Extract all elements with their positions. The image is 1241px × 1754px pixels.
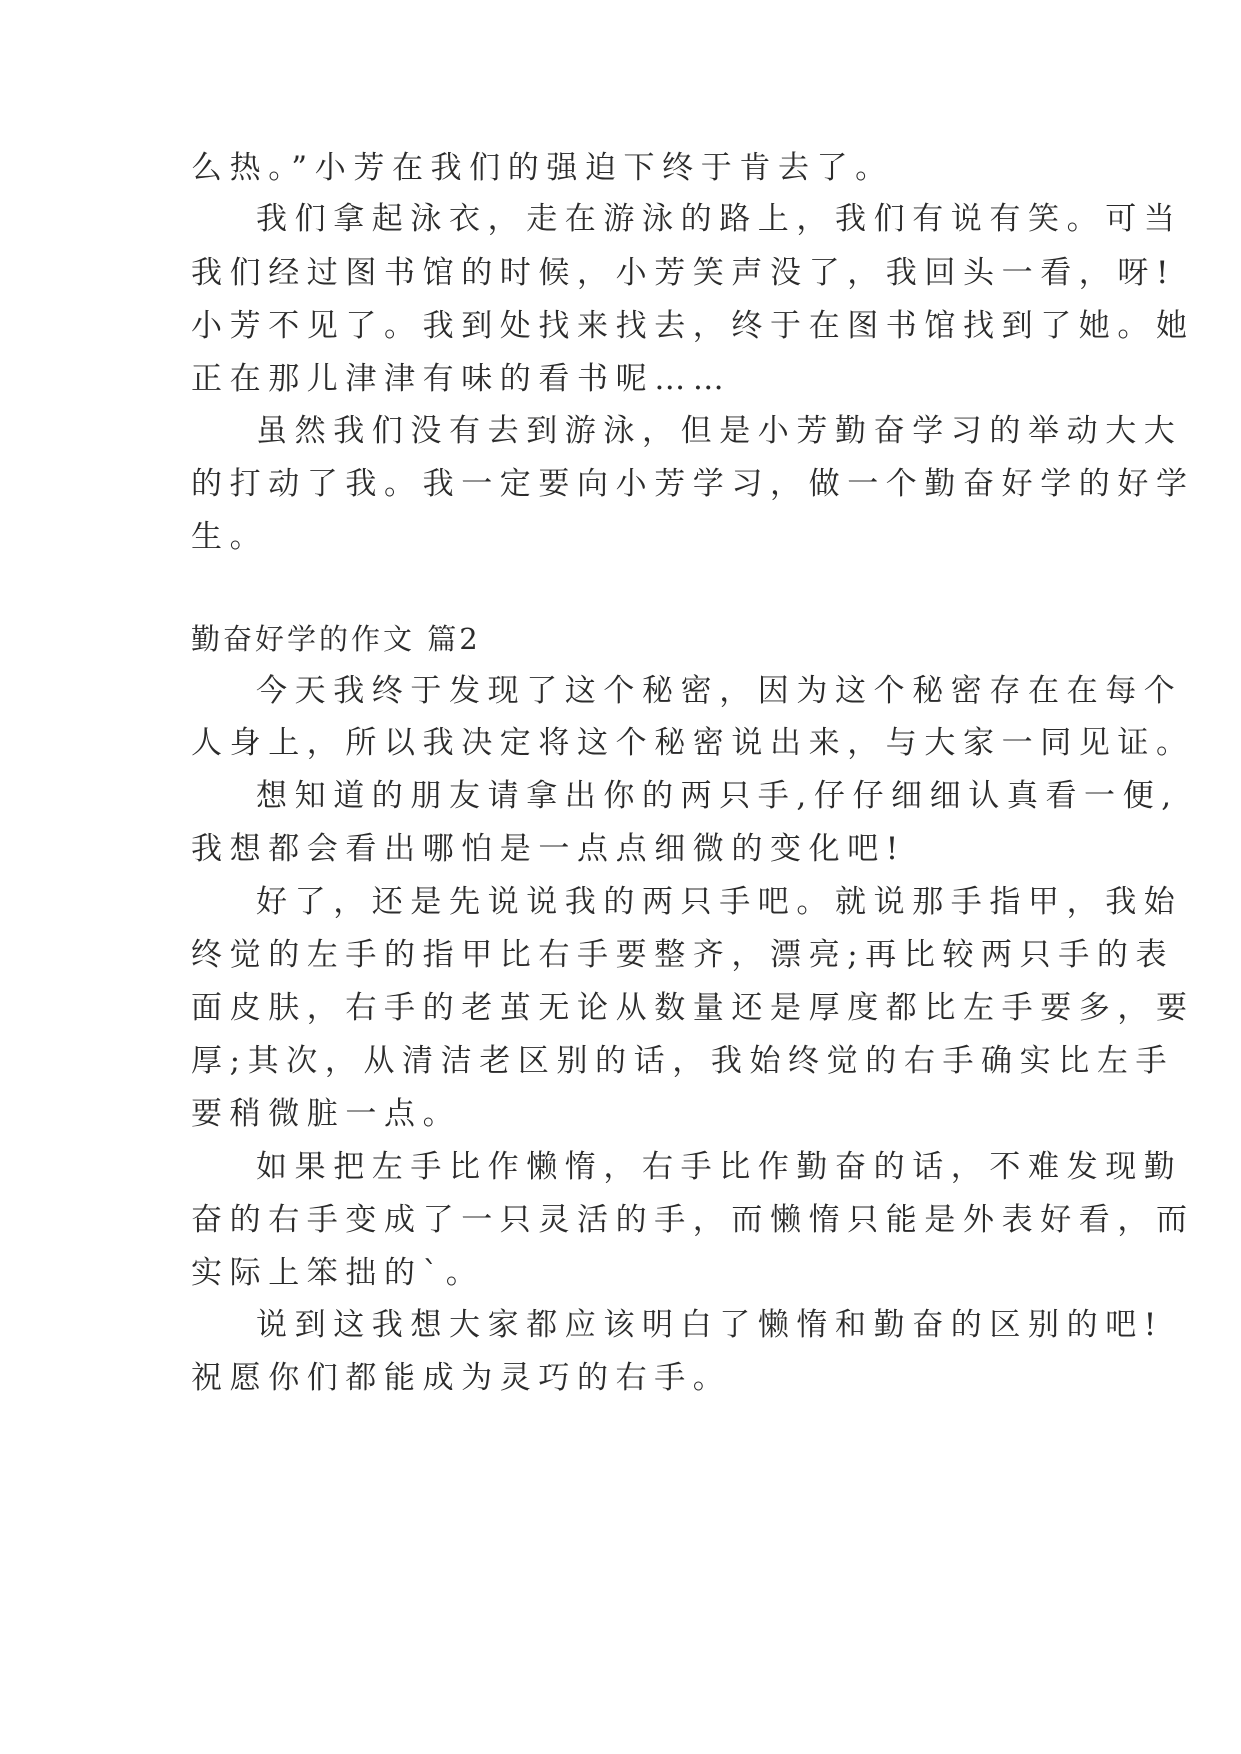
section-heading: 勤奋好学的作文 篇2 <box>191 622 481 656</box>
paragraph-line: 今天我终于发现了这个秘密，因为这个秘密存在在每个 <box>256 673 1183 709</box>
paragraph-line: 祝愿你们都能成为灵巧的右手。 <box>191 1360 732 1396</box>
paragraph-line: 终觉的左手的指甲比右手要整齐，漂亮;再比较两只手的表 <box>191 937 1175 973</box>
paragraph-line: 如果把左手比作懒惰，右手比作勤奋的话，不难发现勤 <box>256 1149 1183 1185</box>
paragraph-line: 面皮肤，右手的老茧无论从数量还是厚度都比左手要多，要 <box>191 990 1195 1026</box>
paragraph-line: 人身上，所以我决定将这个秘密说出来，与大家一同见证。 <box>191 725 1195 761</box>
paragraph-line: 想知道的朋友请拿出你的两只手,仔仔细细认真看一便, <box>256 778 1179 814</box>
paragraph-line: 我们拿起泳衣，走在游泳的路上，我们有说有笑。可当 <box>256 201 1183 237</box>
paragraph-line: 要稍微脏一点。 <box>191 1096 462 1132</box>
paragraph-line: 么热。”小芳在我们的强迫下终于肯去了。 <box>191 150 894 186</box>
paragraph-line: 虽然我们没有去到游泳，但是小芳勤奋学习的举动大大 <box>256 413 1183 449</box>
paragraph-line: 生。 <box>191 519 269 555</box>
paragraph-line: 我们经过图书馆的时候，小芳笑声没了，我回头一看，呀! <box>191 255 1177 291</box>
paragraph-line: 实际上笨拙的`。 <box>191 1255 485 1291</box>
paragraph-line: 好了，还是先说说我的两只手吧。就说那手指甲，我始 <box>256 884 1183 920</box>
paragraph-line: 奋的右手变成了一只灵活的手，而懒惰只能是外表好看，而 <box>191 1202 1195 1238</box>
paragraph-line: 说到这我想大家都应该明白了懒惰和勤奋的区别的吧! <box>256 1307 1164 1343</box>
paragraph-line: 的打动了我。我一定要向小芳学习，做一个勤奋好学的好学 <box>191 466 1195 502</box>
paragraph-line: 我想都会看出哪怕是一点点细微的变化吧! <box>191 831 906 867</box>
paragraph-line: 厚;其次，从清洁老区别的话，我始终觉的右手确实比左手 <box>191 1043 1175 1079</box>
paragraph-line: 正在那儿津津有味的看书呢…… <box>191 361 732 397</box>
paragraph-line: 小芳不见了。我到处找来找去，终于在图书馆找到了她。她 <box>191 308 1195 344</box>
